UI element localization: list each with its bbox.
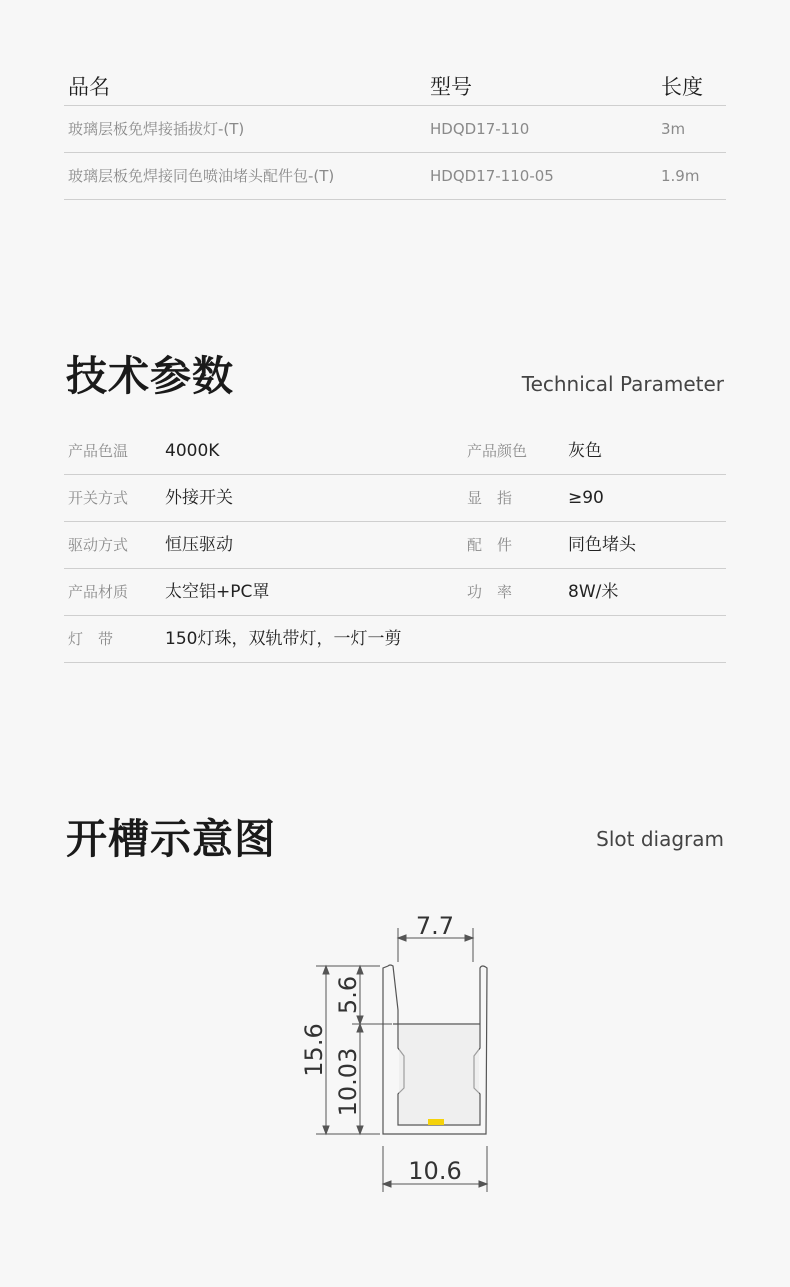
param-value: 150灯珠，双轨带灯，一灯一剪 — [165, 629, 402, 649]
param-row — [64, 475, 726, 522]
param-value: ≥90 — [568, 488, 604, 508]
param-value: 恒压驱动 — [165, 535, 233, 555]
product-name: 玻璃层板免焊接插拔灯-(T) — [68, 120, 245, 138]
param-label: 开关方式 — [68, 489, 129, 507]
parameter-table — [64, 428, 726, 663]
param-label: 产品色温 — [68, 442, 129, 460]
param-label: 产品材质 — [68, 583, 129, 601]
dim-top-width: 7.7 — [415, 912, 455, 940]
slot-title: 开槽示意图 — [66, 815, 276, 863]
slot-subtitle: Slot diagram — [596, 827, 724, 851]
param-value: 灰色 — [568, 441, 602, 461]
product-table-header — [64, 66, 726, 106]
param-value: 同色堵头 — [568, 535, 636, 555]
product-model: HDQD17-110 — [430, 120, 530, 138]
header-model: 型号 — [430, 75, 472, 99]
header-length: 长度 — [661, 75, 703, 99]
param-label: 功 率 — [467, 583, 513, 601]
product-name: 玻璃层板免焊接同色喷油堵头配件包-(T) — [68, 167, 335, 185]
param-label: 显 指 — [467, 489, 513, 507]
table-row — [64, 106, 726, 153]
product-length: 3m — [661, 120, 686, 138]
param-label: 驱动方式 — [68, 536, 129, 554]
dim-lower-height: 10.03 — [334, 1047, 362, 1117]
param-label: 配 件 — [467, 536, 513, 554]
product-model: HDQD17-110-05 — [430, 167, 554, 185]
param-row — [64, 616, 726, 663]
product-length: 1.9m — [661, 167, 700, 185]
param-row — [64, 522, 726, 569]
table-row — [64, 153, 726, 200]
param-value: 4000K — [165, 441, 220, 461]
param-value: 太空铝+PC罩 — [165, 582, 270, 602]
dim-bottom-width: 10.6 — [408, 1157, 462, 1185]
param-value: 外接开关 — [165, 488, 233, 508]
tech-title: 技术参数 — [66, 352, 234, 400]
param-row — [64, 569, 726, 616]
param-label: 灯 带 — [68, 630, 114, 648]
product-table — [64, 66, 726, 200]
dim-total-height: 15.6 — [300, 1023, 328, 1077]
param-row — [64, 428, 726, 475]
led-chip — [428, 1119, 444, 1125]
slot-diagram — [0, 900, 790, 1200]
dim-upper-height: 5.6 — [334, 975, 362, 1015]
tech-subtitle: Technical Parameter — [521, 372, 724, 396]
param-label: 产品颜色 — [467, 442, 528, 460]
param-value: 8W/米 — [568, 582, 619, 602]
header-name: 品名 — [68, 75, 110, 99]
